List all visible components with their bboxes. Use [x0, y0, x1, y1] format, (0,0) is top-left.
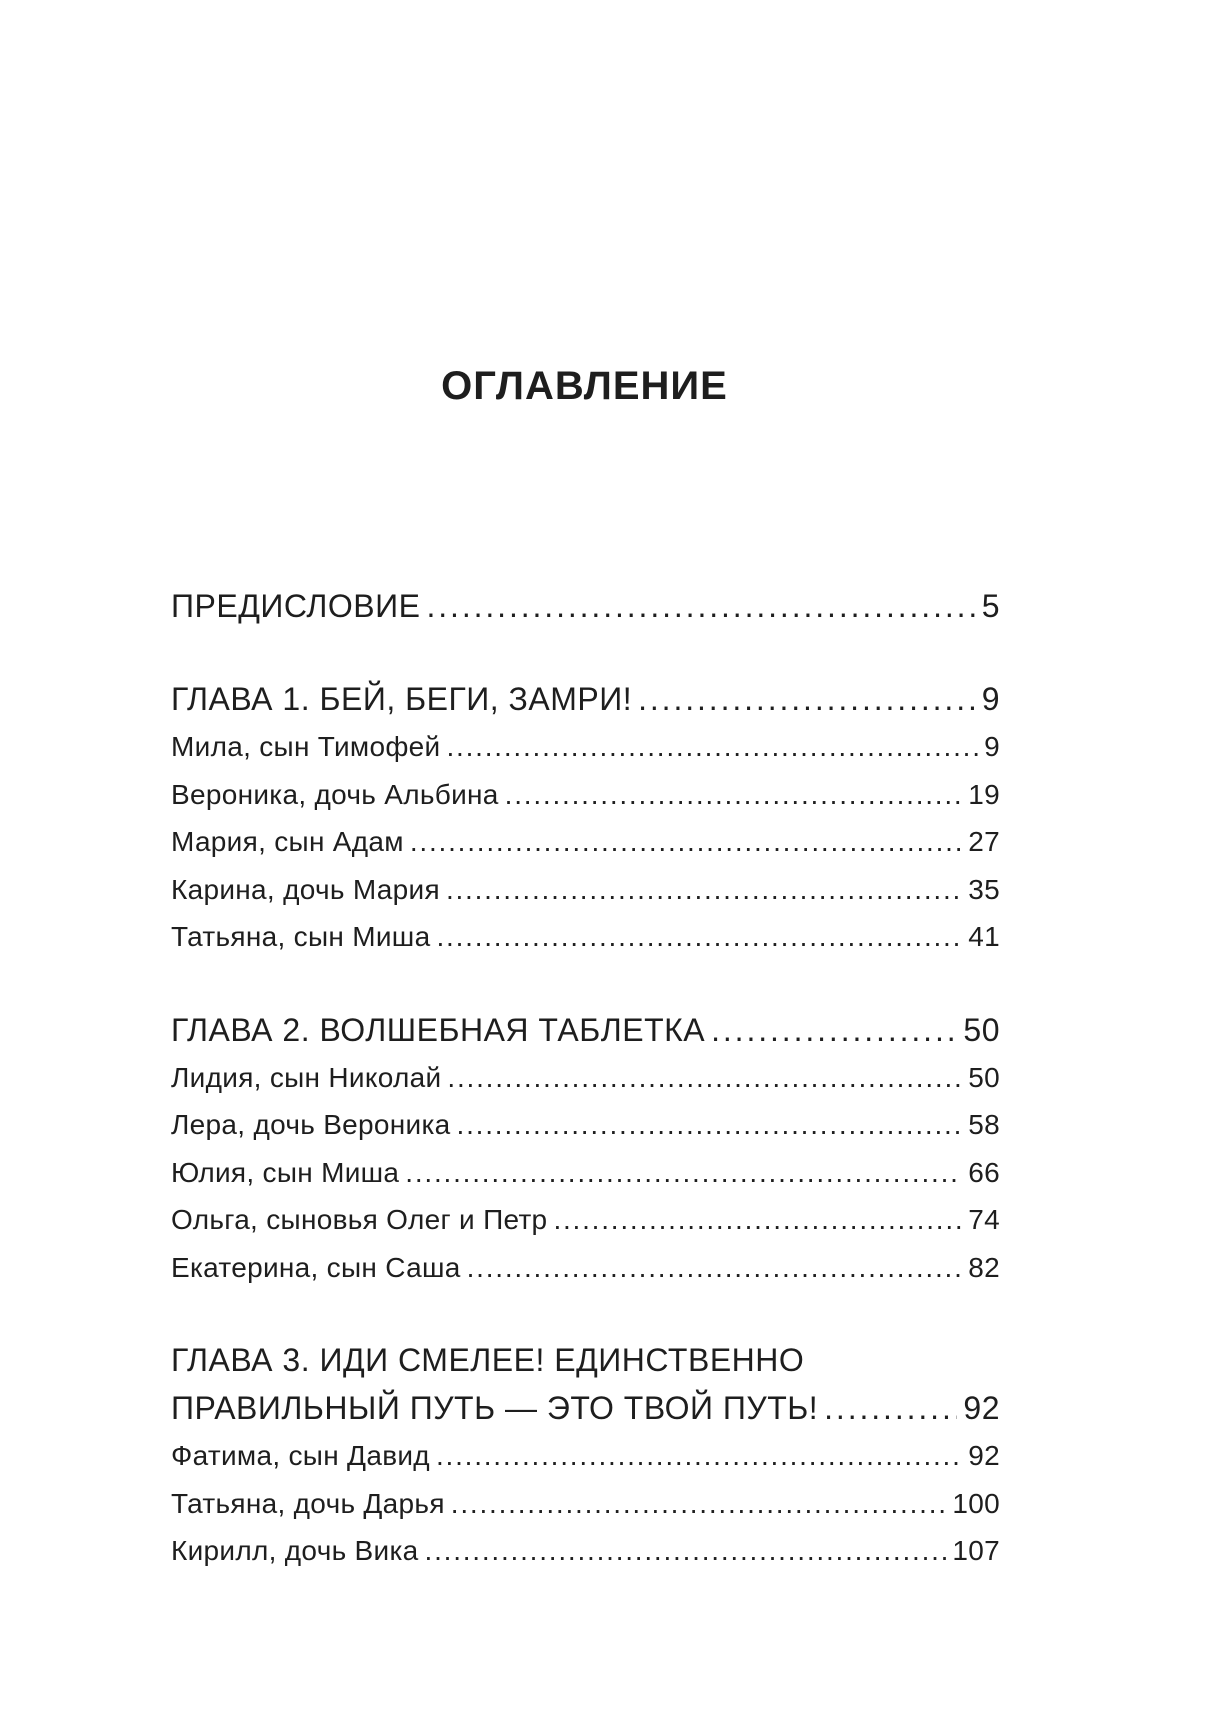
entry-page: 82 [968, 1251, 1000, 1283]
dot-leader [553, 1196, 962, 1244]
dot-leader [446, 866, 962, 914]
entry-label: Лера, дочь Вероника [171, 1109, 451, 1140]
entry-page: 9 [984, 731, 1000, 762]
toc-entry[interactable] [171, 1527, 1000, 1575]
chapter-title-line-2: ПРАВИЛЬНЫЙ ПУТЬ — ЭТО ТВОЙ ПУТЬ! [171, 1390, 819, 1426]
chapter-title: ГЛАВА 1. БЕЙ, БЕГИ, ЗАМРИ! [171, 681, 633, 717]
toc-entry[interactable] [171, 818, 1000, 866]
entry-page: 107 [952, 1535, 1000, 1566]
entry-page: 58 [968, 1109, 1000, 1140]
entry-label: Татьяна, сын Миша [171, 921, 431, 952]
toc-entry[interactable] [171, 1149, 1000, 1197]
entry-page: 19 [968, 778, 1000, 810]
dot-leader [638, 675, 976, 723]
toc-entry[interactable] [171, 723, 1000, 771]
chapter-title: ГЛАВА 2. ВОЛШЕБНАЯ ТАБЛЕТКА [171, 1011, 706, 1048]
dot-leader [457, 1101, 963, 1149]
entry-label: Кирилл, дочь Вика [171, 1535, 419, 1566]
dot-leader [451, 1480, 947, 1528]
chapter-title-line-2-row [171, 1384, 1000, 1432]
entry-label: Ольга, сыновья Олег и Петр [171, 1204, 548, 1235]
dot-leader [436, 913, 962, 961]
chapter-page: 9 [981, 681, 1000, 717]
entry-page: 74 [968, 1204, 1000, 1235]
toc-entry[interactable] [171, 866, 1000, 914]
entry-label: Мария, сын Адам [171, 826, 404, 857]
entry-label: Татьяна, дочь Дарья [171, 1487, 445, 1519]
toc-entry[interactable] [171, 771, 1000, 819]
dot-leader [425, 1527, 947, 1575]
dot-leader [447, 723, 979, 771]
toc-chapter-1[interactable] [171, 675, 1000, 723]
chapter-page: 92 [963, 1390, 1000, 1426]
entry-label: Фатима, сын Давид [171, 1440, 430, 1471]
entry-label: Юлия, сын Миша [171, 1156, 400, 1188]
toc-entry[interactable] [171, 1432, 1000, 1480]
toc-foreword-page: 5 [981, 588, 1000, 624]
entry-page: 92 [968, 1440, 1000, 1471]
toc-entry[interactable] [171, 1244, 1000, 1292]
dot-leader [447, 1054, 962, 1102]
toc-entry[interactable] [171, 1480, 1000, 1528]
dot-leader [505, 771, 963, 819]
toc-entry[interactable] [171, 1101, 1000, 1149]
dot-leader [711, 1006, 957, 1054]
toc-entry[interactable] [171, 1054, 1000, 1102]
entry-label: Екатерина, сын Саша [171, 1251, 461, 1283]
toc-entry[interactable] [171, 913, 1000, 961]
dot-leader [824, 1384, 957, 1432]
table-of-contents [171, 582, 1000, 1575]
entry-page: 100 [952, 1487, 1000, 1519]
entry-label: Вероника, дочь Альбина [171, 778, 499, 810]
chapter-page: 50 [963, 1011, 1000, 1048]
dot-leader [467, 1244, 963, 1292]
entry-page: 50 [968, 1061, 1000, 1093]
dot-leader [436, 1432, 962, 1480]
entry-label: Карина, дочь Мария [171, 873, 440, 905]
toc-chapter-3[interactable] [171, 1336, 1000, 1432]
toc-entry[interactable] [171, 1196, 1000, 1244]
dot-leader [405, 1149, 962, 1197]
entry-label: Лидия, сын Николай [171, 1061, 442, 1093]
entry-page: 41 [968, 921, 1000, 952]
entry-label: Мила, сын Тимофей [171, 731, 441, 762]
toc-foreword[interactable] [171, 582, 1000, 630]
page-title: ОГЛАВЛЕНИЕ [441, 364, 728, 408]
toc-chapter-2[interactable] [171, 1006, 1000, 1054]
dot-leader [426, 582, 975, 630]
entry-page: 66 [968, 1156, 1000, 1188]
dot-leader [410, 818, 962, 866]
entry-page: 35 [968, 873, 1000, 905]
chapter-title-line-1: ГЛАВА 3. ИДИ СМЕЛЕЕ! ЕДИНСТВЕННО [171, 1342, 805, 1378]
entry-page: 27 [968, 826, 1000, 857]
toc-foreword-label: ПРЕДИСЛОВИЕ [171, 588, 421, 624]
